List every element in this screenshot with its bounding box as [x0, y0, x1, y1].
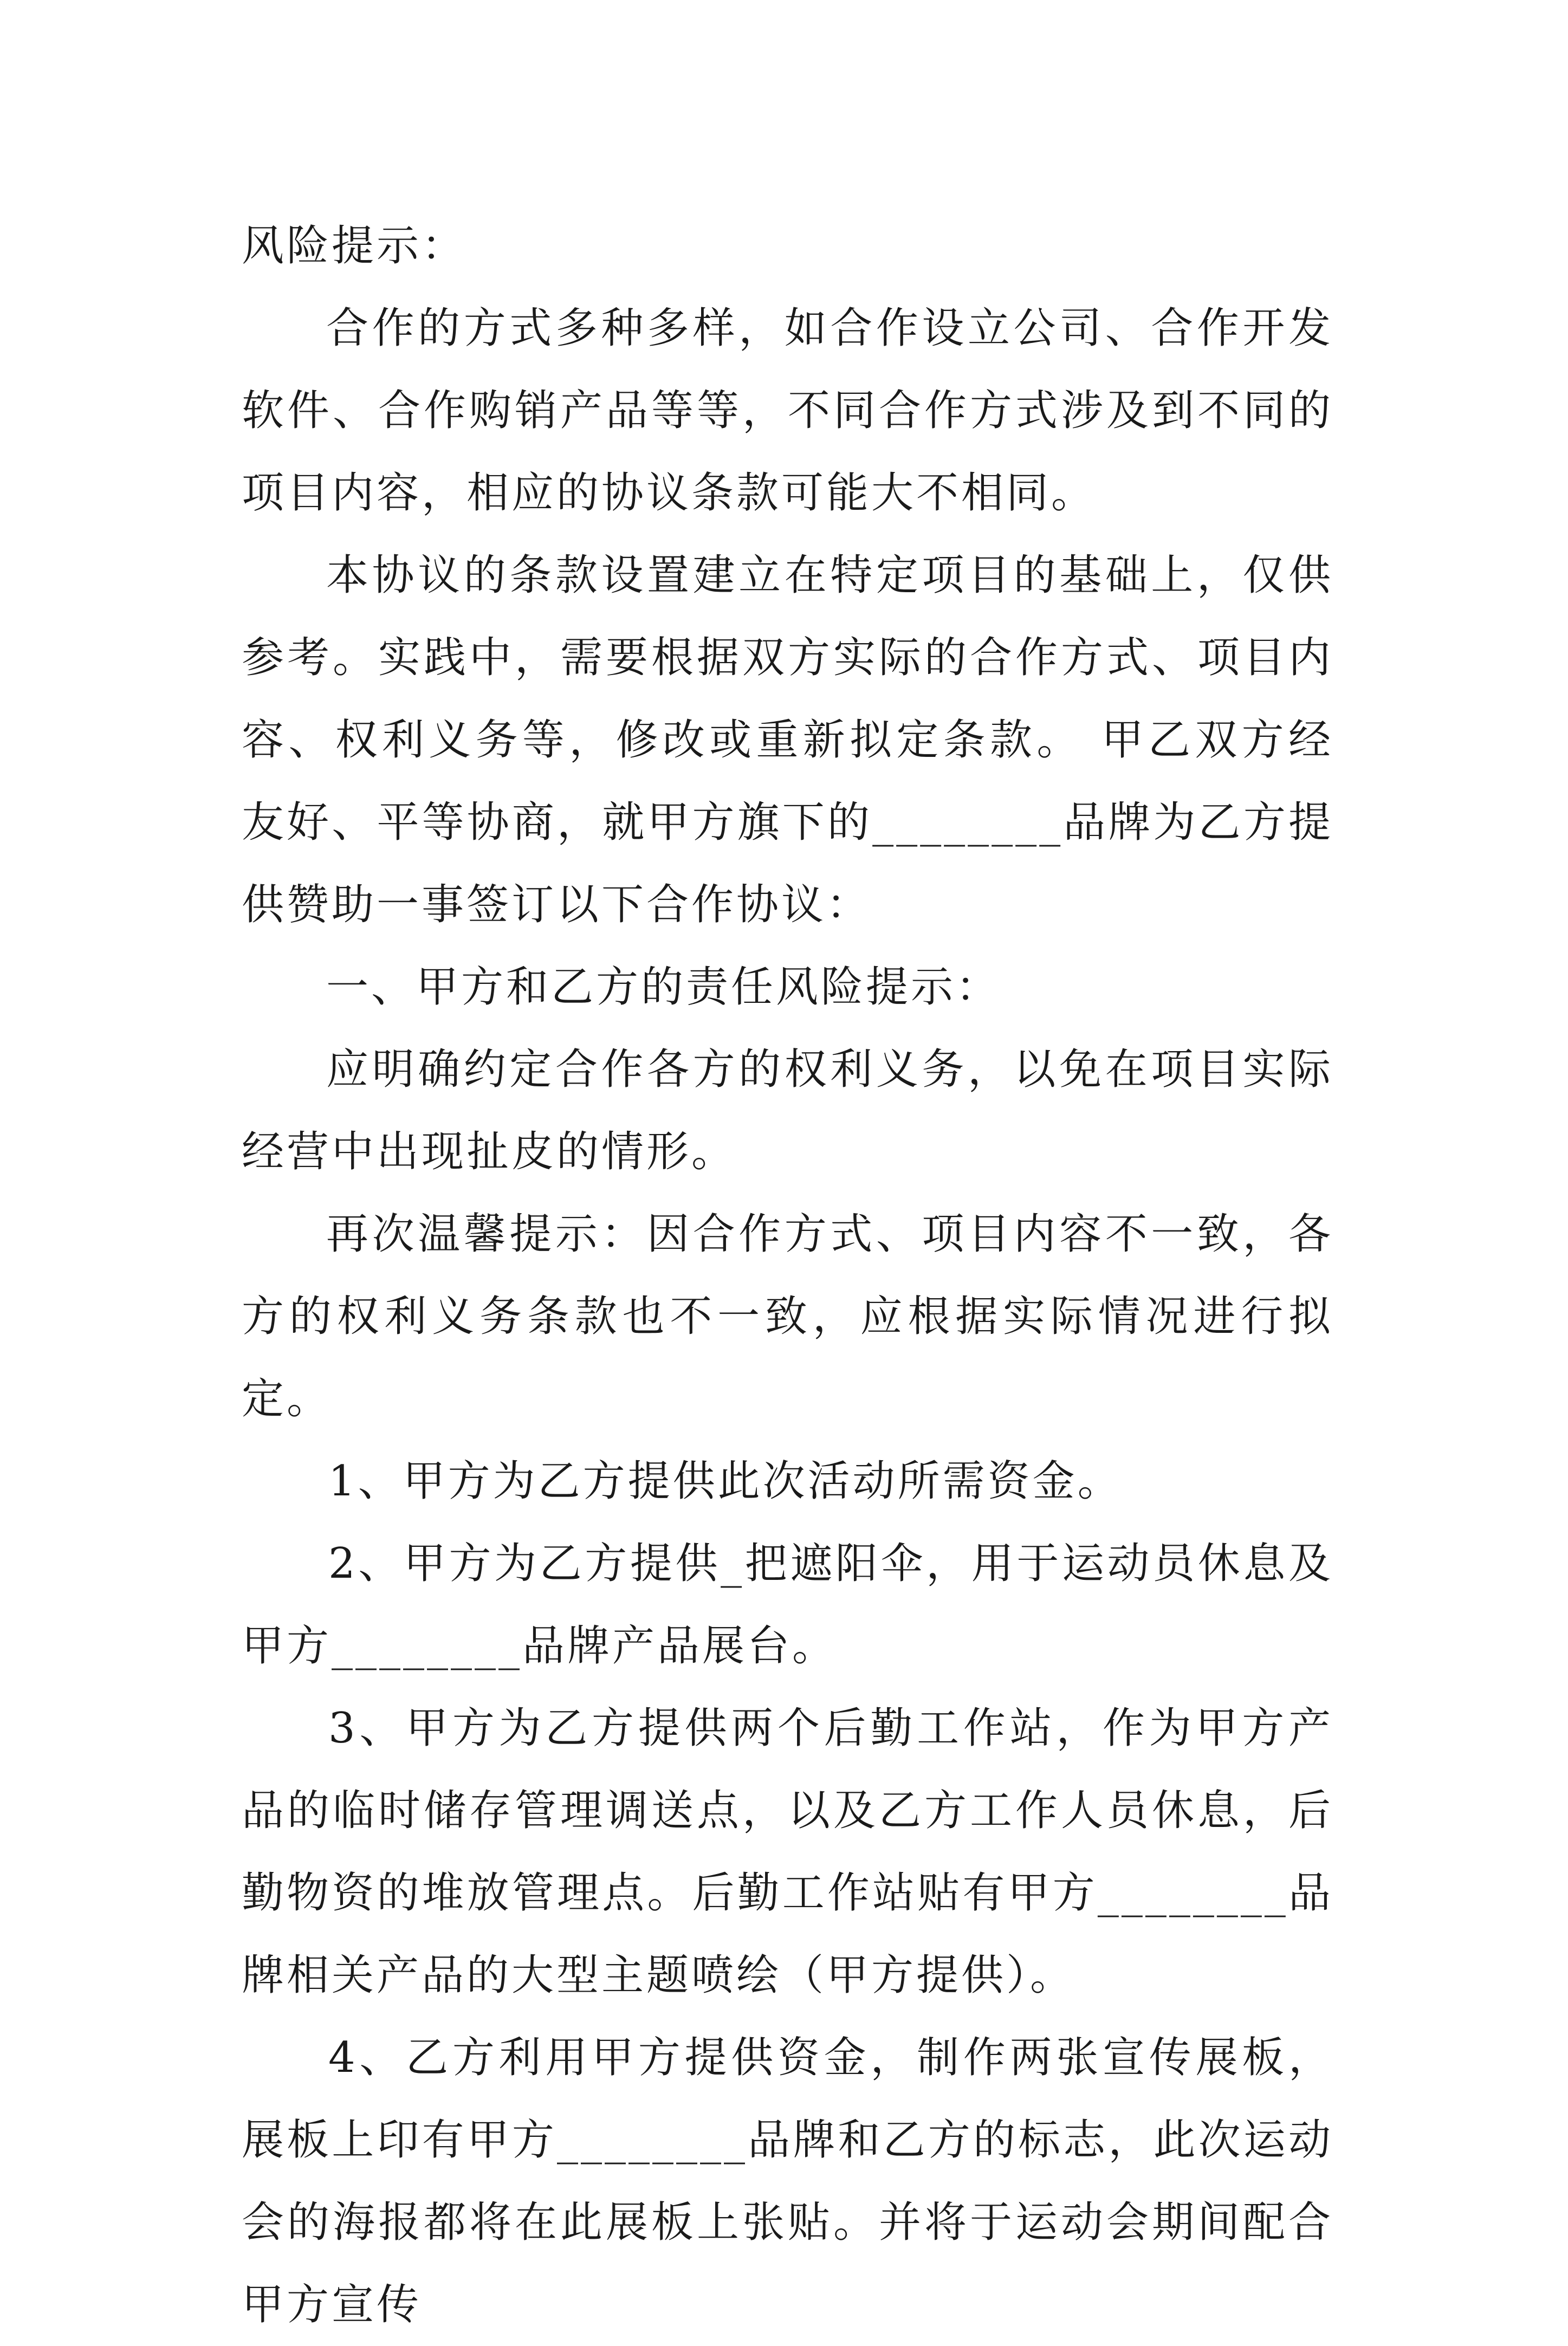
section-heading-responsibilities: 一、甲方和乙方的责任风险提示： — [326, 963, 1001, 1012]
paragraph-cooperation-methods: 合作的方式多种多样，如合作设立公司、合作开发软件、合作购销产品等等，不同合作方式涉及到不同的项目内容，相应的协议条款可能大不相同。 — [242, 304, 1333, 517]
list-item-1: 1、甲方为乙方提供此次活动所需资金。 — [328, 1457, 1123, 1506]
list-item-3: 3、甲方为乙方提供两个后勤工作站，作为甲方产品的临时储存管理调送点，以及乙方工作人员休息，后勤物资的堆放管理点。后勤工作站贴有甲方________品牌相关产品的大型主题喷绘（甲方提供）。 — [242, 1704, 1333, 2000]
document-body — [242, 205, 1333, 2346]
list-item-4: 4、乙方利用甲方提供资金，制作两张宣传展板，展板上印有甲方________品牌和乙方的标志，此次运动会的海报都将在此展板上张贴。并将于运动会期间配合甲方宣传 — [242, 2033, 1333, 2329]
risk-heading: 风险提示： — [242, 222, 467, 270]
paragraph-reminder: 再次温馨提示：因合作方式、项目内容不一致，各方的权利义务条款也不一致，应根据实际情况进行拟定。 — [242, 1210, 1333, 1423]
list-item-2: 2、甲方为乙方提供_把遮阳伞，用于运动员休息及甲方________品牌产品展台。 — [242, 1539, 1333, 1670]
paragraph-rights-obligations: 应明确约定合作各方的权利义务，以免在项目实际经营中出现扯皮的情形。 — [242, 1045, 1333, 1176]
paragraph-agreement-basis: 本协议的条款设置建立在特定项目的基础上，仅供参考。实践中，需要根据双方实际的合作方式、项目内容、权利义务等，修改或重新拟定条款。 甲乙双方经友好、平等协商，就甲方旗下的________品牌为乙方提供赞助一事签订以下合作协议： — [242, 551, 1333, 929]
